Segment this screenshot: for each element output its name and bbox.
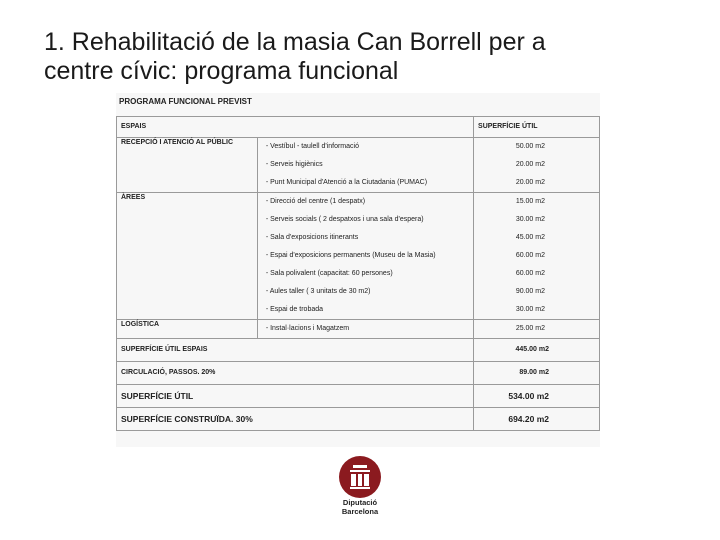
item-value: 50.00 m2: [515, 143, 545, 150]
item-label: - Aules taller ( 3 unitats de 30 m2): [265, 288, 371, 295]
slide-title-line1: 1. Rehabilitació de la masia Can Borrell per a: [44, 28, 546, 56]
total-label: SUPERFÍCIE CONSTRUÏDA. 30%: [117, 408, 474, 431]
item-value: 15.00 m2: [515, 198, 545, 205]
items-cell: [257, 138, 473, 193]
item-label: - Punt Municipal d'Atenció a la Ciutadania (PUMAC): [265, 179, 428, 186]
category-label: ÀREES: [117, 193, 258, 320]
values-cell: [474, 320, 600, 339]
item-label: - Sala d'exposicions itinerants: [265, 234, 359, 241]
slide-title-line2: centre cívic: programa funcional: [44, 57, 399, 85]
document-heading: PROGRAMA FUNCIONAL PREVIST: [119, 97, 252, 106]
logo-line2: Barcelona: [341, 507, 379, 516]
program-table: [116, 116, 600, 431]
item-label: - Vestíbul - taulell d'informació: [265, 143, 359, 150]
category-label: LOGÍSTICA: [117, 320, 258, 339]
item-value: 30.00 m2: [515, 306, 545, 313]
item-label: - Direcció del centre (1 despatx): [265, 198, 366, 205]
item-value: 90.00 m2: [515, 288, 545, 295]
item-value: 25.00 m2: [515, 325, 545, 332]
total-label: CIRCULACIÓ, PASSOS. 20%: [117, 362, 474, 385]
table-row: [117, 138, 600, 193]
total-row: [117, 385, 600, 408]
item-value: 60.00 m2: [515, 252, 545, 259]
item-label: - Espai d'exposicions permanents (Museu de la Masia): [265, 252, 436, 259]
total-value: 89.00 m2: [474, 362, 600, 385]
header-espais: ESPAIS: [117, 117, 474, 138]
table-row: [117, 320, 600, 339]
item-value: 20.00 m2: [515, 161, 545, 168]
category-label: RECEPCIÓ I ATENCIÓ AL PÚBLIC: [117, 138, 258, 193]
item-label: - Espai de trobada: [265, 306, 324, 313]
total-row: [117, 408, 600, 431]
values-cell: [474, 138, 600, 193]
values-cell: [474, 193, 600, 320]
total-label: SUPERFÍCIE ÚTIL: [117, 385, 474, 408]
item-value: 60.00 m2: [515, 270, 545, 277]
item-label: - Serveis socials ( 2 despatxos i una sala d'espera): [265, 216, 424, 223]
logo-line1: Diputació: [342, 498, 378, 507]
item-value: 45.00 m2: [515, 234, 545, 241]
diputacio-logo: [337, 456, 383, 516]
total-row: [117, 362, 600, 385]
items-cell: [257, 320, 473, 339]
item-label: - Sala polivalent (capacitat: 60 persones): [265, 270, 393, 277]
slide-title: [44, 28, 694, 86]
table-header-row: [117, 117, 600, 138]
item-label: - Instal·lacions i Magatzem: [265, 325, 350, 332]
header-superficie: SUPERFÍCIE ÚTIL: [474, 117, 600, 138]
items-cell: [257, 193, 473, 320]
item-value: 30.00 m2: [515, 216, 545, 223]
total-row: [117, 339, 600, 362]
table-row: [117, 193, 600, 320]
diputacio-emblem-icon: [339, 456, 381, 498]
total-value: 534.00 m2: [474, 385, 600, 408]
item-label: - Serveis higiènics: [265, 161, 323, 168]
total-label: SUPERFÍCIE ÚTIL ESPAIS: [117, 339, 474, 362]
total-value: 694.20 m2: [474, 408, 600, 431]
item-value: 20.00 m2: [515, 179, 545, 186]
total-value: 445.00 m2: [474, 339, 600, 362]
